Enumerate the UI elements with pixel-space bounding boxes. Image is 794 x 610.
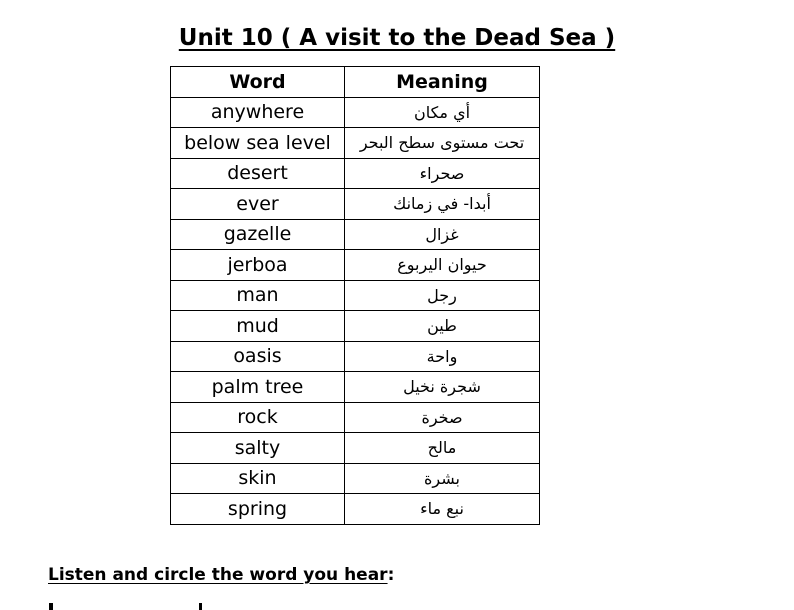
- meaning-cell: طين: [345, 311, 540, 342]
- column-header-word: Word: [171, 67, 345, 98]
- word-cell: skin: [171, 463, 345, 494]
- table-row: [171, 97, 540, 128]
- table-row: [171, 463, 540, 494]
- instruction-text: Listen and circle the word you hear: [48, 565, 388, 585]
- meaning-cell: شجرة نخيل: [345, 372, 540, 403]
- table-row: [171, 341, 540, 372]
- word-cell: desert: [171, 158, 345, 189]
- vocabulary-table: [170, 66, 540, 525]
- meaning-cell: أي مكان: [345, 97, 540, 128]
- page-title-text: Unit 10 ( A visit to the Dead Sea ): [178, 25, 616, 51]
- meaning-cell: واحة: [345, 341, 540, 372]
- meaning-cell: نبع ماء: [345, 494, 540, 525]
- instruction-colon: :: [387, 565, 395, 585]
- table-row: [171, 250, 540, 281]
- cut-off-text-fragment: [199, 603, 202, 610]
- table-row: [171, 219, 540, 250]
- word-cell: below sea level: [171, 128, 345, 159]
- table-row: [171, 433, 540, 464]
- meaning-cell: تحت مستوى سطح البحر: [345, 128, 540, 159]
- table-row: [171, 311, 540, 342]
- page-title: [0, 22, 794, 54]
- cut-off-text-fragment: [49, 603, 53, 610]
- meaning-cell: صخرة: [345, 402, 540, 433]
- meaning-cell: رجل: [345, 280, 540, 311]
- table-row: [171, 372, 540, 403]
- word-cell: jerboa: [171, 250, 345, 281]
- meaning-cell: غزال: [345, 219, 540, 250]
- meaning-cell: مالح: [345, 433, 540, 464]
- column-header-meaning: Meaning: [345, 67, 540, 98]
- meaning-cell: صحراء: [345, 158, 540, 189]
- word-cell: ever: [171, 189, 345, 220]
- table-row: [171, 402, 540, 433]
- table-row: [171, 158, 540, 189]
- word-cell: anywhere: [171, 97, 345, 128]
- word-cell: palm tree: [171, 372, 345, 403]
- table-row: [171, 128, 540, 159]
- table-row: [171, 494, 540, 525]
- table-row: [171, 280, 540, 311]
- word-cell: salty: [171, 433, 345, 464]
- word-cell: gazelle: [171, 219, 345, 250]
- meaning-cell: حيوان اليربوع: [345, 250, 540, 281]
- instruction-heading: [48, 563, 394, 587]
- meaning-cell: أبدا- في زمانك: [345, 189, 540, 220]
- table-header-row: [171, 67, 540, 98]
- word-cell: mud: [171, 311, 345, 342]
- word-cell: oasis: [171, 341, 345, 372]
- word-cell: spring: [171, 494, 345, 525]
- word-cell: man: [171, 280, 345, 311]
- table-row: [171, 189, 540, 220]
- word-cell: rock: [171, 402, 345, 433]
- meaning-cell: بشرة: [345, 463, 540, 494]
